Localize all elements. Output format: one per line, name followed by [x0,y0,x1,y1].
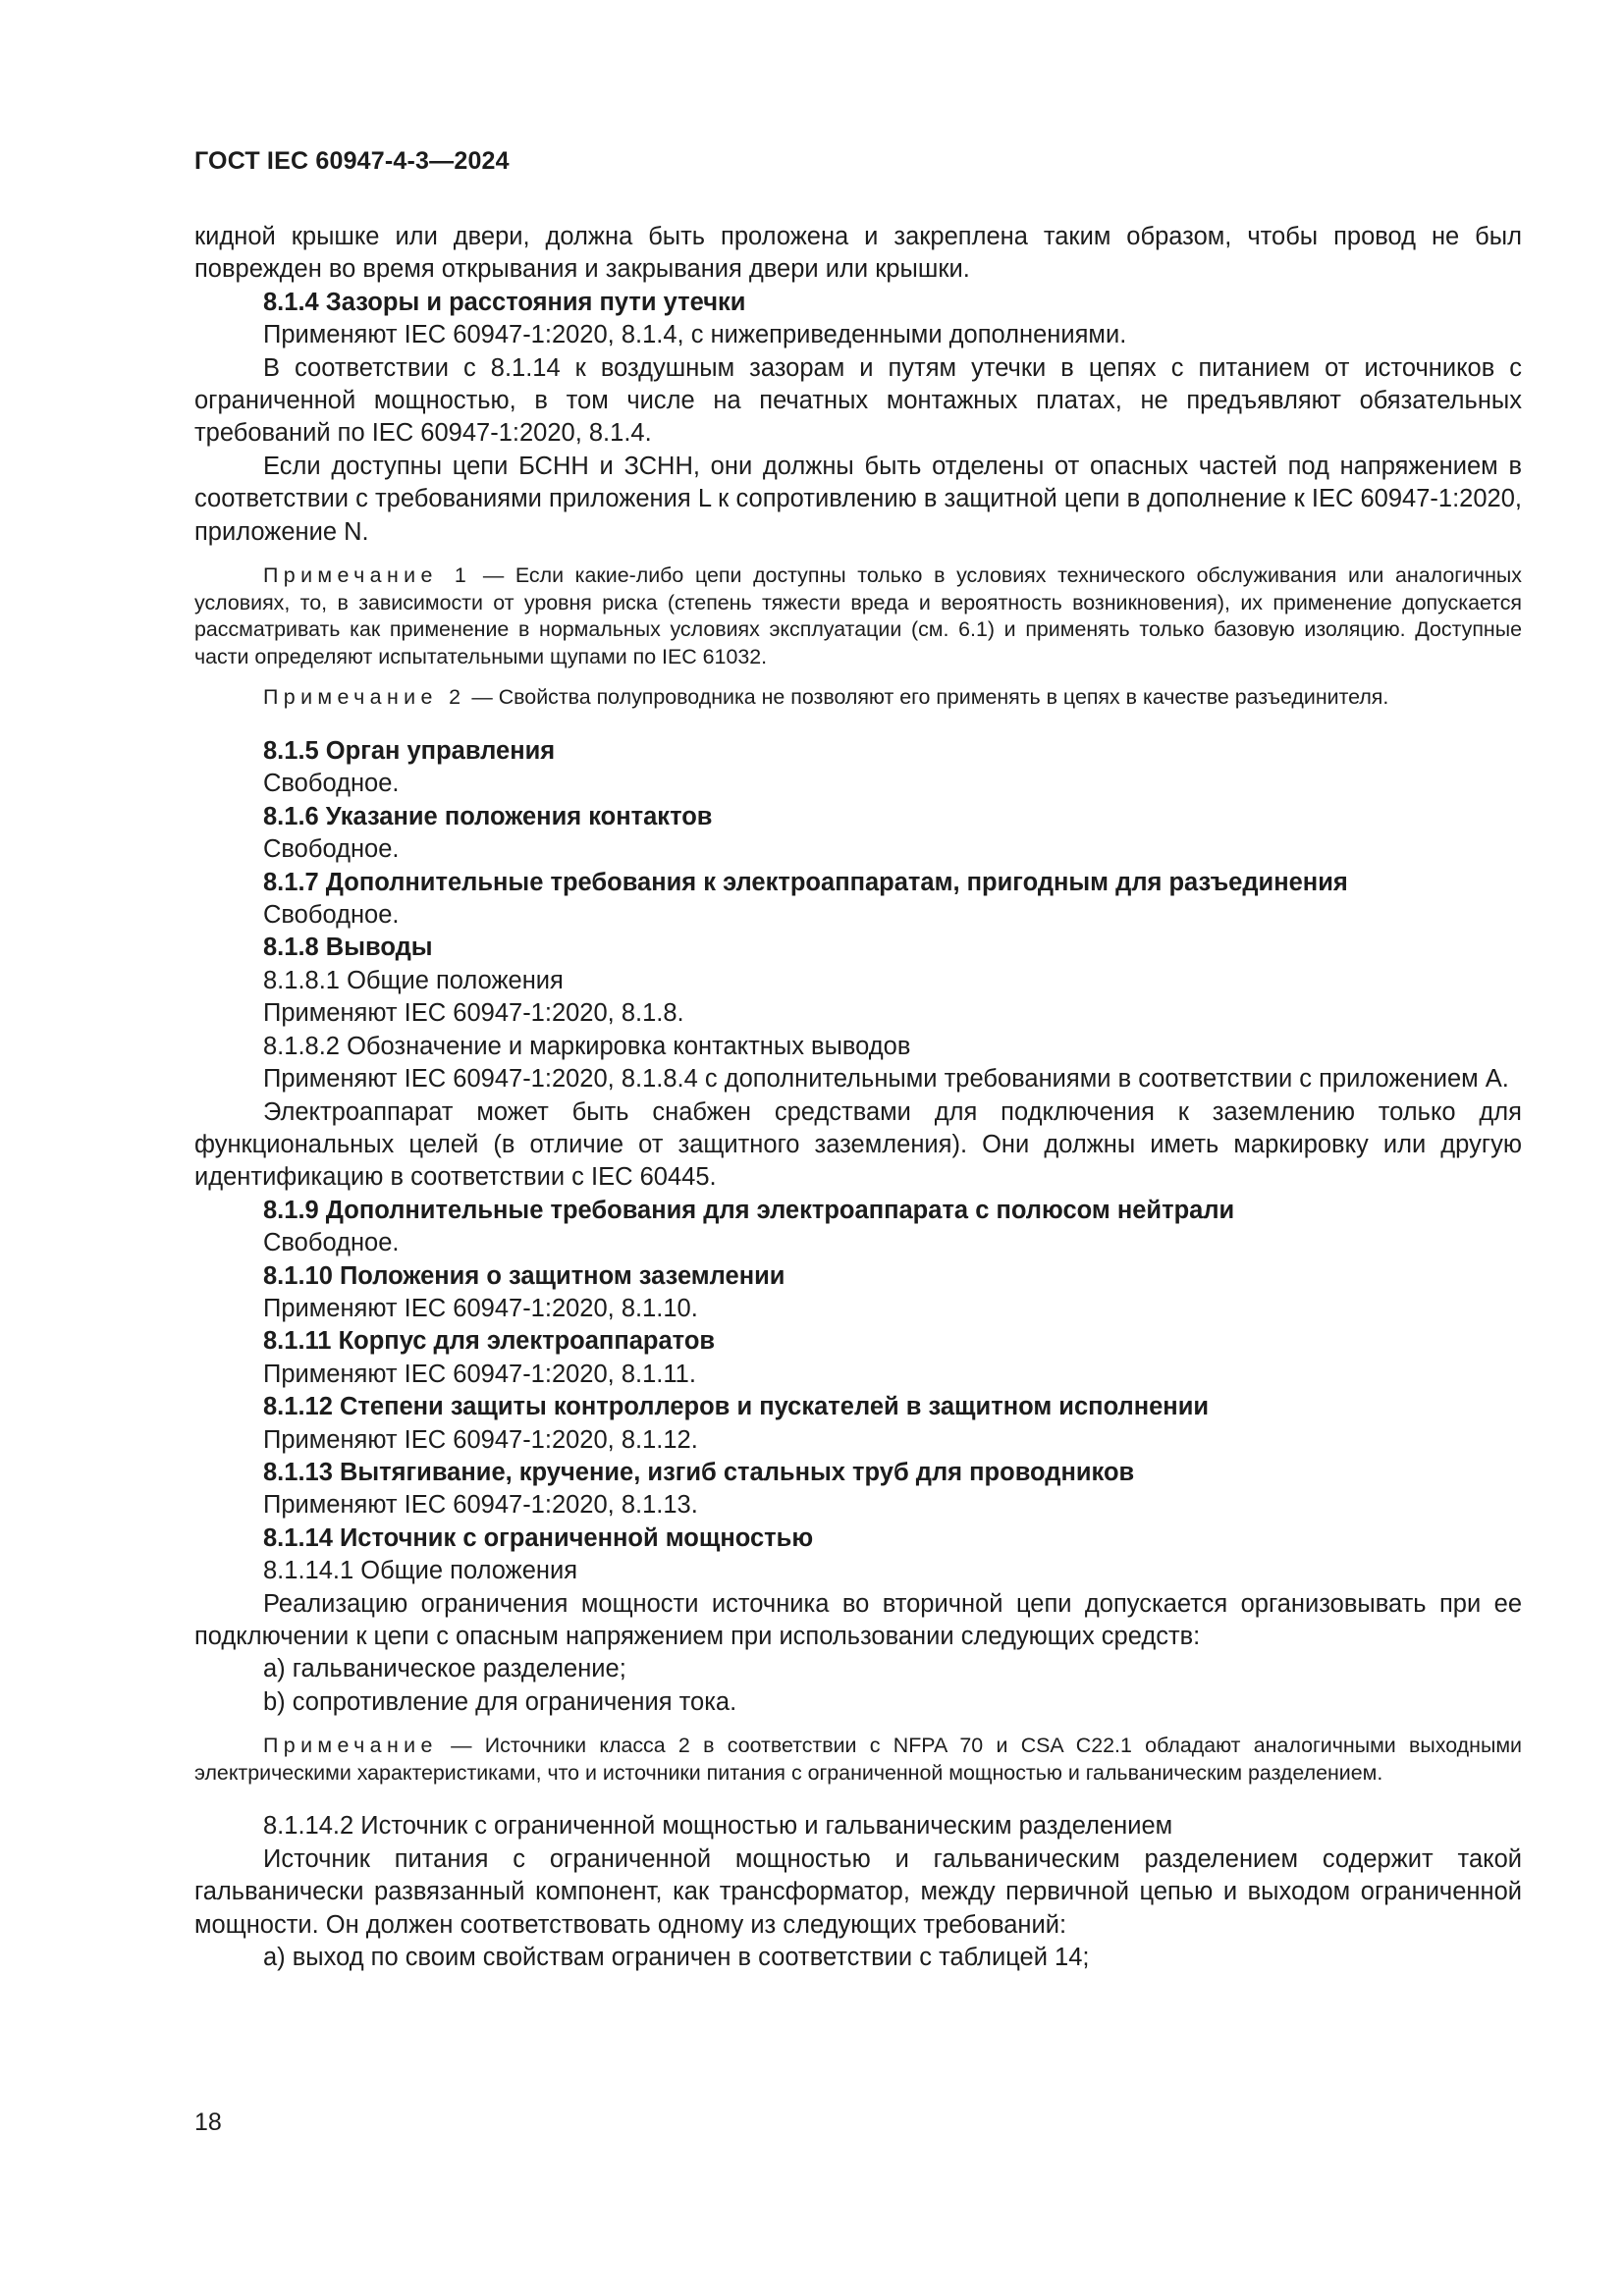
section-heading-8-1-13: 8.1.13 Вытягивание, кручение, изгиб стальных труб для проводников [263,1458,1135,1486]
note-2 [194,684,1522,712]
paragraph: В соответствии с 8.1.14 к воздушным зазорам и путям утечки в цепях с питанием от источников с ограниченной мощностью, в том числе на печатных монтажных платах, не предъявляют обязательных требований по IEC 60947-1:2020, 8.1.4. [194,353,1522,448]
section-heading-8-1-9: 8.1.9 Дополнительные требования для электроаппарата с полюсом нейтрали [263,1196,1235,1224]
subsection-heading-8-1-14-1: 8.1.14.1 Общие положения [263,1557,578,1585]
paragraph: Применяют IEC 60947-1:2020, 8.1.10. [263,1294,698,1322]
paragraph: Источник питания с ограниченной мощностью и гальваническим разделением содержит такой гальванически развязанный компонент, как трансформатор, между первичной цепью и выходом ограниченной мощности. Он должен соответствовать одному из следующих требований: [194,1844,1522,1939]
document-header: ГОСТ IEC 60947-4-3—2024 [194,147,510,175]
section-heading-8-1-8: 8.1.8 Выводы [263,934,433,962]
page-number: 18 [194,2109,222,2136]
paragraph: Применяют IEC 60947-1:2020, 8.1.4, с нижеприведенными дополнениями. [263,321,1127,349]
subsection-heading-8-1-14-2: 8.1.14.2 Источник с ограниченной мощностью и гальваническим разделением [263,1812,1173,1841]
section-heading-8-1-6: 8.1.6 Указание положения контактов [263,802,713,830]
section-heading-8-1-12: 8.1.12 Степени защиты контроллеров и пускателей в защитном исполнении [263,1393,1210,1421]
note-3 [194,1733,1522,1787]
paragraph: Применяют IEC 60947-1:2020, 8.1.12. [263,1425,698,1454]
subsection-heading-8-1-8-2: 8.1.8.2 Обозначение и маркировка контактных выводов [263,1032,911,1060]
paragraph: Применяют IEC 60947-1:2020, 8.1.11. [263,1360,696,1388]
note-label: Примечание 2 [263,685,466,710]
section-heading-8-1-4: 8.1.4 Зазоры и расстояния пути утечки [263,288,746,316]
document-page [194,147,1522,1974]
section-heading-8-1-5: 8.1.5 Орган управления [263,737,556,766]
note-1 [194,562,1522,670]
note-text: — Источники класса 2 в соответствии с NFPA 70 и CSA C22.1 обладают аналогичными выходными электрическими характеристиками, что и источники питания с ограниченной мощностью и гальваническим разделением. [194,1734,1522,1785]
paragraph: Применяют IEC 60947-1:2020, 8.1.8.4 с дополнительными требованиями в соответствии с приложением А. [263,1065,1509,1094]
paragraph: Электроаппарат может быть снабжен средствами для подключения к заземлению только для функциональных целей (в отличие от защитного заземления). Они должны иметь маркировку или другую идентификацию в соответствии с IEC 60445. [194,1097,1522,1192]
paragraph: Свободное. [263,770,400,798]
section-heading-8-1-14: 8.1.14 Источник с ограниченной мощностью [263,1523,814,1552]
section-heading-8-1-11: 8.1.11 Корпус для электроаппаратов [263,1327,716,1356]
list-item: a) гальваническое разделение; [263,1655,626,1683]
note-label: Примечание 1 [263,563,472,588]
paragraph: Свободное. [263,901,400,930]
note-text: — Если какие-либо цепи доступны только в условиях технического обслуживания или аналогичных условиях, то, в зависимости от уровня риска (степень тяжести вреда и вероятность возникновения), их применение допускается рассматривать как применение в нормальных условиях эксплуатации (см. 6.1) и применять только базовую изоляцию. Доступные части определяют испытательными щупами по IEC 61032. [194,563,1522,668]
paragraph: Применяют IEC 60947-1:2020, 8.1.8. [263,999,684,1028]
note-label: Примечание [263,1734,438,1758]
section-heading-8-1-10: 8.1.10 Положения о защитном заземлении [263,1261,785,1290]
section-heading-8-1-7: 8.1.7 Дополнительные требования к электроаппаратам, пригодным для разъединения [263,868,1348,896]
paragraph: Реализацию ограничения мощности источника во вторичной цепи допускается организовывать при ее подключении к цепи с опасным напряжением при использовании следующих средств: [194,1589,1522,1650]
paragraph: Свободное. [263,1229,400,1257]
paragraph: Если доступны цепи БСНН и ЗСНН, они должны быть отделены от опасных частей под напряжением в соответствии с требованиями приложения L к сопротивлению в защитной цепи в дополнение к IEC 60947-1:2020, приложение N. [194,452,1522,546]
paragraph: Применяют IEC 60947-1:2020, 8.1.13. [263,1491,698,1520]
list-item: b) сопротивление для ограничения тока. [263,1687,737,1716]
paragraph: Свободное. [263,835,400,864]
subsection-heading-8-1-8-1: 8.1.8.1 Общие положения [263,966,564,994]
list-item: a) выход по своим свойствам ограничен в соответствии с таблицей 14; [263,1944,1090,1972]
note-text: — Свойства полупроводника не позволяют его применять в цепях в качестве разъединителя. [465,685,1389,710]
paragraph-continuation: кидной крышке или двери, должна быть проложена и закреплена таким образом, чтобы провод не был поврежден во время открывания и закрывания двери или крышки. [194,223,1522,284]
